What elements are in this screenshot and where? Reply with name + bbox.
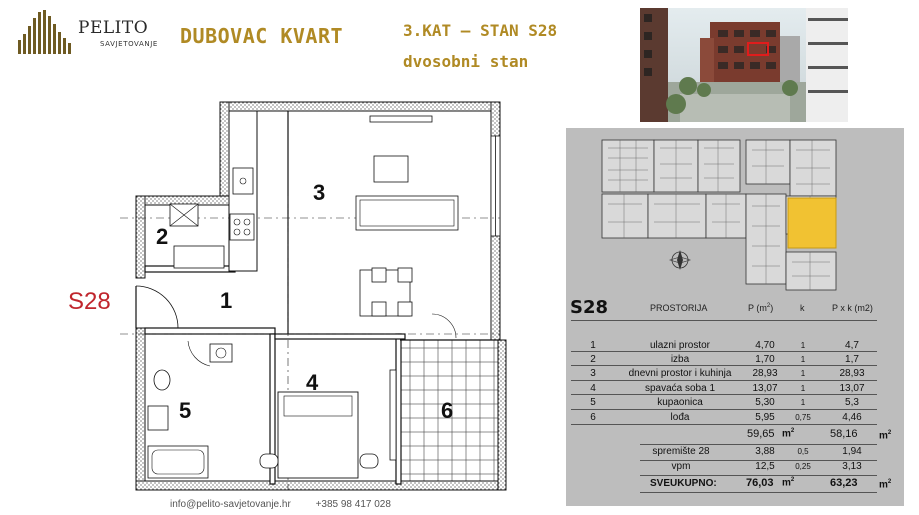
subtotal-divider	[640, 444, 877, 445]
logo-name: PELITO	[78, 18, 149, 38]
room-number-3: 3	[313, 180, 326, 205]
unit-title: 3.KAT – STAN S28	[403, 21, 558, 40]
header-k: k	[800, 303, 805, 313]
header-room: PROSTORIJA	[650, 303, 708, 313]
logo-buildings-icon	[16, 10, 76, 54]
building-render-image	[640, 8, 848, 122]
header-divider	[571, 320, 877, 321]
highlighted-unit	[788, 198, 836, 248]
room-number-1: 1	[220, 288, 233, 313]
footer-email: info@pelito-savjetovanje.hr	[170, 499, 291, 510]
unit-subtitle: dvosobni stan	[403, 52, 529, 71]
room-number-5: 5	[179, 398, 192, 423]
logo-subtitle: SAVJETOVANJE	[100, 40, 158, 48]
project-title: DUBOVAC KVART	[180, 24, 344, 48]
footer-contact	[170, 499, 413, 510]
compass-icon	[670, 250, 690, 270]
unit-code-label: S28	[68, 288, 111, 315]
room-number-2: 2	[156, 224, 169, 249]
company-logo	[16, 8, 166, 54]
header-pk: P x k (m2)	[832, 303, 873, 313]
header-area: P $(m^2)$	[748, 303, 774, 313]
floor-plan	[60, 96, 520, 496]
room-number-6: 6	[441, 398, 454, 423]
site-plan-drawing	[596, 134, 846, 294]
table-unit-code: S28	[570, 297, 609, 318]
footer-phone: +385 98 417 028	[315, 499, 391, 510]
room-number-4: 4	[306, 370, 319, 395]
